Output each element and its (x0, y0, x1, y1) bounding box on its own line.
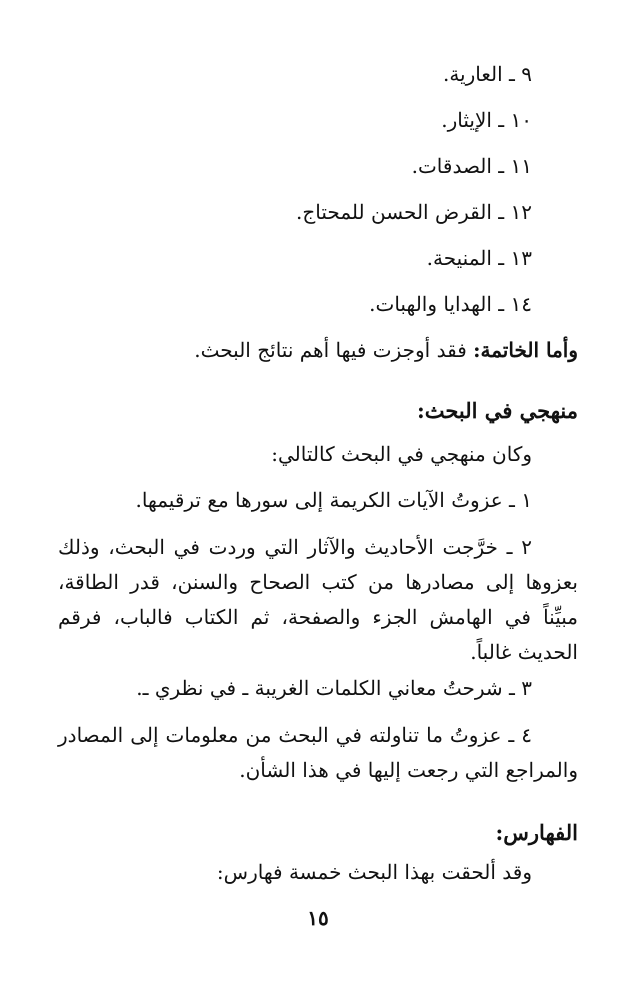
conclusion-paragraph (194, 338, 578, 362)
indexes-intro: وقد ألحقت بهذا البحث خمسة فهارس: (216, 860, 532, 884)
method-point-1: ١ ـ عزوتُ الآيات الكريمة إلى سورها مع ترقيمها. (135, 488, 532, 512)
indexes-heading: الفهارس: (495, 820, 578, 845)
conclusion-text: فقد أوجزت فيها أهم نتائج البحث. (194, 338, 474, 362)
list-item-9: ٩ ـ العارية. (442, 62, 532, 86)
conclusion-label: وأما الخاتمة: (473, 338, 578, 362)
list-item-14: ١٤ ـ الهدايا والهبات. (369, 292, 532, 316)
list-item-12: ١٢ ـ القرض الحسن للمحتاج. (296, 200, 532, 224)
method-heading: منهجي في البحث: (417, 398, 578, 423)
list-item-10: ١٠ ـ الإيثار. (441, 108, 532, 132)
method-intro: وكان منهجي في البحث كالتالي: (271, 442, 532, 466)
method-point-2: ٢ ـ خرَّجت الأحاديث والآثار التي وردت في البحث، وذلك بعزوها إلى مصادرها من كتب الصحاح والسنن، قدر الطاقة، مبيِّناً في الهامش الجزء والصفحة، ثم الكتاب فالباب، فرقم الحديث غالباً. (58, 535, 578, 664)
list-item-13: ١٣ ـ المنيحة. (426, 246, 532, 270)
method-point-3: ٣ ـ شرحتُ معاني الكلمات الغريبة ـ في نظري ـ. (136, 676, 532, 700)
list-item-11: ١١ ـ الصدقات. (411, 154, 532, 178)
method-point-4: ٤ ـ عزوتُ ما تناولته في البحث من معلومات إلى المصادر والمراجع التي رجعت إليها في هذا الشأن. (58, 723, 578, 782)
page-number: ١٥ (307, 906, 329, 930)
